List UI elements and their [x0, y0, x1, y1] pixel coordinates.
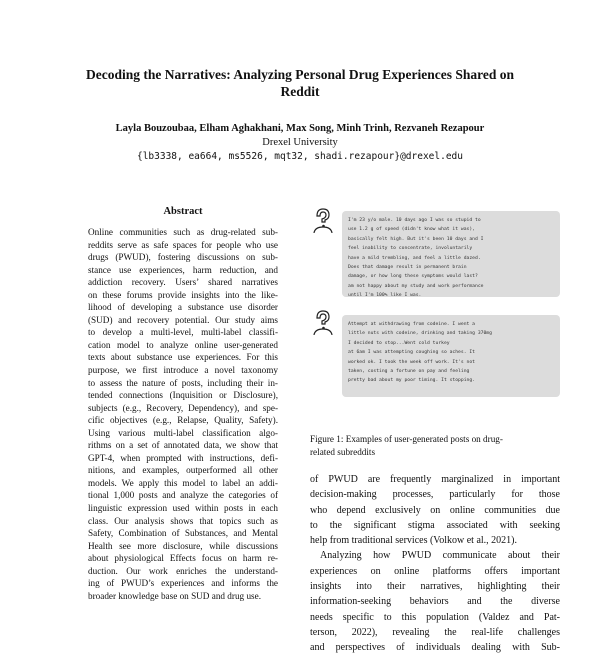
post-line: feel inability to concentrate, involuntarily — [348, 246, 473, 252]
post-bubble — [342, 211, 560, 297]
body-line: Analyzing how PWUD communicate about their — [320, 550, 560, 562]
post-line: pretty bad about my poor timing. It stopping. — [348, 378, 475, 384]
user-avatar-icon — [312, 309, 334, 335]
abstract-line: Health see more disclosure, while discussions — [88, 540, 278, 551]
abstract-line: reddits serve as safe spaces for people who use — [88, 239, 278, 250]
post-bubble — [342, 315, 560, 397]
abstract-line: cific objectives (e.g., Relapse, Quality, Safety). — [88, 415, 278, 426]
abstract-body — [88, 226, 278, 602]
figure-caption — [310, 433, 560, 458]
user-avatar-icon — [312, 207, 334, 233]
post-line: Attempt at withdrawing from codeine. I went a — [348, 322, 475, 327]
abstract-line: Safety, Combination of Substances, and Mental — [88, 528, 278, 539]
post-line: at 6am I was attempting coughing so aches. It — [348, 350, 475, 356]
body-line: and perspectives of individuals dealing with Sub- — [310, 642, 560, 654]
abstract-line: drugs (PWUD), fostering discussions on sub- — [88, 252, 278, 263]
abstract-line: models. We apply this model to label an addi- — [88, 477, 278, 488]
post-line: until I'm 100% like I was. — [348, 293, 422, 299]
body-line: terson, 2022), revealing the real-life challenges — [310, 626, 560, 638]
post-line: taken, costing a fortune on pay and feeling — [348, 369, 470, 375]
abstract-line: nitions, and examples, outperformed all other — [88, 465, 278, 476]
paper-title — [40, 66, 560, 100]
abstract-line: (SUD) and recovery potential. Our study aims — [88, 314, 278, 325]
body-line: insights into their narratives, highlighting their — [310, 581, 560, 593]
abstract-line: duction. Our work enriches the understand- — [88, 565, 278, 576]
abstract-line: texts about substance use experiences. For this — [88, 352, 278, 363]
post-line: I'm 23 y/o male. 10 days ago I was so stupid to — [348, 218, 481, 223]
body-text — [310, 472, 560, 656]
abstract-line: class. Our analysis shows that topics such as — [88, 515, 278, 526]
abstract-line: lihood of developing a substance use disorder — [88, 302, 278, 313]
post-line: Does that damage result in permanent brain — [348, 265, 467, 271]
emails: {lb3338, ea664, ms5526, mqt32, shadi.rezapour}@drexel.edu — [136, 151, 463, 162]
body-line: who depend exclusively on online communities due — [310, 504, 560, 516]
abstract-line: Using various multi-label classification algo- — [88, 427, 278, 438]
post-line: worked ok. I took the week off work. It's not — [348, 359, 475, 365]
caption-line: related subreddits — [310, 446, 376, 457]
title-line-1: Decoding the Narratives: Analyzing Personal Drug Experiences Shared on — [86, 67, 514, 82]
affiliation: Drexel University — [262, 137, 338, 148]
body-line: to the significant stigma associated with seeking — [310, 519, 560, 531]
body-line: experiences on online platforms offers important — [310, 565, 560, 577]
abstract-line: linguistic expression used within posts in each — [88, 503, 278, 514]
abstract-line: broader knowledge base on SUD and drug use. — [88, 590, 261, 601]
post-line: little nuts with codeine, drinking and taking 370mg — [348, 331, 492, 337]
abstract-line: tended connections (Inquisition or Disclosure), — [88, 390, 278, 401]
abstract-line: GPT-4, when prompted with instructions, defi- — [88, 452, 278, 463]
abstract-line: cation model to analyze online user-generated — [88, 339, 278, 350]
abstract-line: purpose, we first introduce a novel taxonomy — [88, 365, 278, 376]
post-line: basically felt high. But it's been 10 days and I — [348, 236, 484, 242]
abstract-line: about physiological Effects focus on harm re- — [88, 553, 278, 564]
abstract-line: rithms on a set of annotated data, we show that — [88, 440, 278, 451]
post-line: am not happy about my study and work performance — [348, 283, 484, 289]
post-line: damage, or how long these symptoms would last? — [348, 274, 478, 280]
abstract-line: subjects (e.g., Recovery, Dependency), and spe- — [88, 402, 278, 413]
body-line: decision-making processes, particularly for those — [310, 489, 560, 501]
abstract-line: addiction recovery. Users’ shared narratives — [88, 277, 278, 288]
post-line: I decided to stop...Went cold turkey — [348, 340, 450, 346]
abstract-line: tional 1,000 posts and analyze the categories of — [88, 490, 278, 501]
body-line: needs specific to this population (Valdez and Pat- — [310, 611, 560, 623]
body-line: information-seeking behaviors and the diverse — [310, 596, 560, 608]
body-line: of PWUD are frequently marginalized in important — [310, 474, 560, 485]
figure-1 — [310, 205, 560, 415]
abstract-line: to assess the nature of posts, including their in- — [88, 377, 278, 388]
abstract-line: on these forums provide insights into the like- — [88, 289, 278, 300]
abstract-line: stance use experiences, harm reduction, and — [88, 264, 278, 275]
title-line-2: Reddit — [280, 84, 320, 99]
abstract-line: Online communities such as drug-related sub- — [88, 227, 278, 237]
authors: Layla Bouzoubaa, Elham Aghakhani, Max Song, Minh Trinh, Rezvaneh Rezapour — [115, 123, 485, 134]
caption-line: Figure 1: Examples of user-generated posts on drug- — [310, 434, 503, 444]
post-line: use 1.2 g of speed (didn't know what it was), — [348, 227, 475, 233]
post-line: have a mild trembling, and feel a little dazed. — [348, 255, 481, 261]
abstract-line: ing of PWUD’s experiences and informs the — [88, 578, 278, 589]
body-line: help from traditional services (Volkow et al., 2021). — [310, 535, 517, 547]
abstract-line: to develop a multi-level, multi-label classifi- — [88, 327, 278, 338]
abstract-heading: Abstract — [163, 206, 203, 217]
